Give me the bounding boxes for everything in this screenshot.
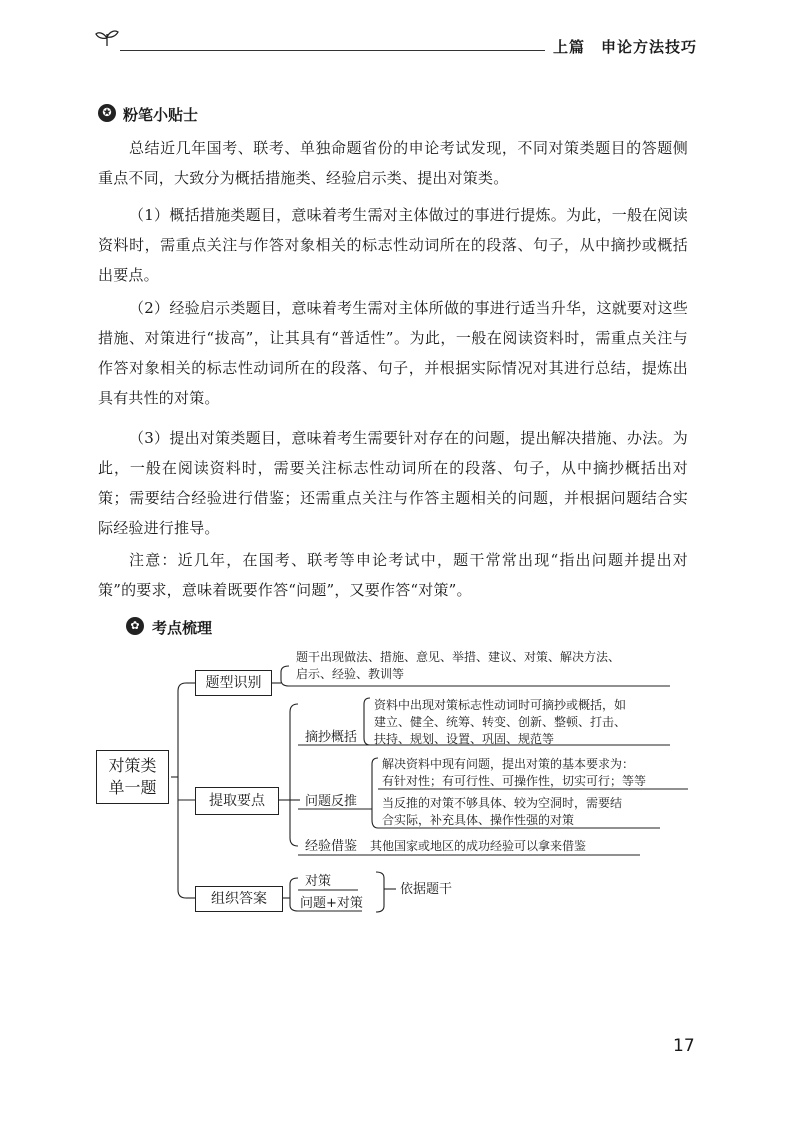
root-node: 对策类 单一题 bbox=[96, 750, 169, 804]
paragraph: （3）提出对策类题目，意味着考生需要针对存在的问题，提出解决措施、办法。为此，一般在阅读资料时，需要关注标志性动词所在的段落、句子，从中摘抄概括出对策；需要结合经验进行借鉴；还需重点关注与作答主题相关的问题，并根据问题结合实际经验进行推导。 bbox=[98, 429, 688, 537]
sub-excerpt-text: 资料中出现对策标志性动词时可摘抄或概括，如 建立、健全、统筹、转变、创新、整顿、打击、 扶持、规划、设置、巩固、规范等 bbox=[374, 698, 627, 746]
branch-organize-answer: 组织答案 bbox=[195, 886, 283, 912]
page-number: 17 bbox=[673, 1036, 695, 1056]
sub-reverse-label: 问题反推 bbox=[305, 794, 358, 809]
branch-type-recognition: 题型识别 bbox=[195, 670, 272, 696]
paragraph: 注意：近几年，在国考、联考等申论考试中，题干常常出现“指出问题并提出对策”的要求，意味着既要作答“问题”，又要作答“对策”。 bbox=[98, 551, 688, 599]
branch1-text: 题干出现做法、措施、意见、举措、建议、对策、解决方法、 启示、经验、教训等 bbox=[296, 650, 621, 681]
tip-icon: ✪ bbox=[98, 104, 116, 122]
branch-extract-points: 提取要点 bbox=[195, 787, 279, 815]
sub-experience-text: 其他国家或地区的成功经验可以拿来借鉴 bbox=[370, 839, 587, 853]
running-header: 上篇 申论方法技巧 bbox=[553, 38, 698, 56]
sub-experience-label: 经验借鉴 bbox=[305, 839, 358, 854]
sub-excerpt-label: 摘抄概括 bbox=[305, 730, 358, 745]
sub-reverse-text2: 当反推的对策不够具体、较为空洞时，需要结 合实际，补充具体、操作性强的对策 bbox=[382, 796, 623, 827]
answer-item-countermeasure: 对策 bbox=[305, 874, 332, 889]
answer-note: 依据题干 bbox=[400, 882, 453, 897]
mindmap-icon: ✿ bbox=[126, 617, 144, 635]
sub-reverse-text1: 解决资料中现有问题，提出对策的基本要求为： 有针对性；有可行性、可操作性，切实可行；等等 bbox=[382, 757, 647, 788]
tip-title: 粉笔小贴士 bbox=[123, 106, 199, 124]
paragraph: 总结近几年国考、联考、单独命题省份的申论考试发现，不同对策类题目的答题侧重点不同，大致分为概括措施类、经验启示类、提出对策类。 bbox=[98, 139, 688, 187]
mindmap-title: 考点梳理 bbox=[152, 619, 213, 637]
answer-item-problem-countermeasure: 问题+对策 bbox=[300, 896, 363, 911]
paragraph: （2）经验启示类题目，意味着考生需对主体所做的事进行适当升华，这就要对这些措施、对策进行“拔高”，让其具有“普适性”。为此，一般在阅读资料时，需重点关注与作答对象相关的标志性动词所在的段落、句子，并根据实际情况对其进行总结，提炼出具有共性的对策。 bbox=[98, 299, 688, 407]
paragraph: （1）概括措施类题目，意味着考生需对主体做过的事进行提炼。为此，一般在阅读资料时，需重点关注与作答对象相关的标志性动词所在的段落、句子，从中摘抄或概括出要点。 bbox=[98, 206, 688, 284]
